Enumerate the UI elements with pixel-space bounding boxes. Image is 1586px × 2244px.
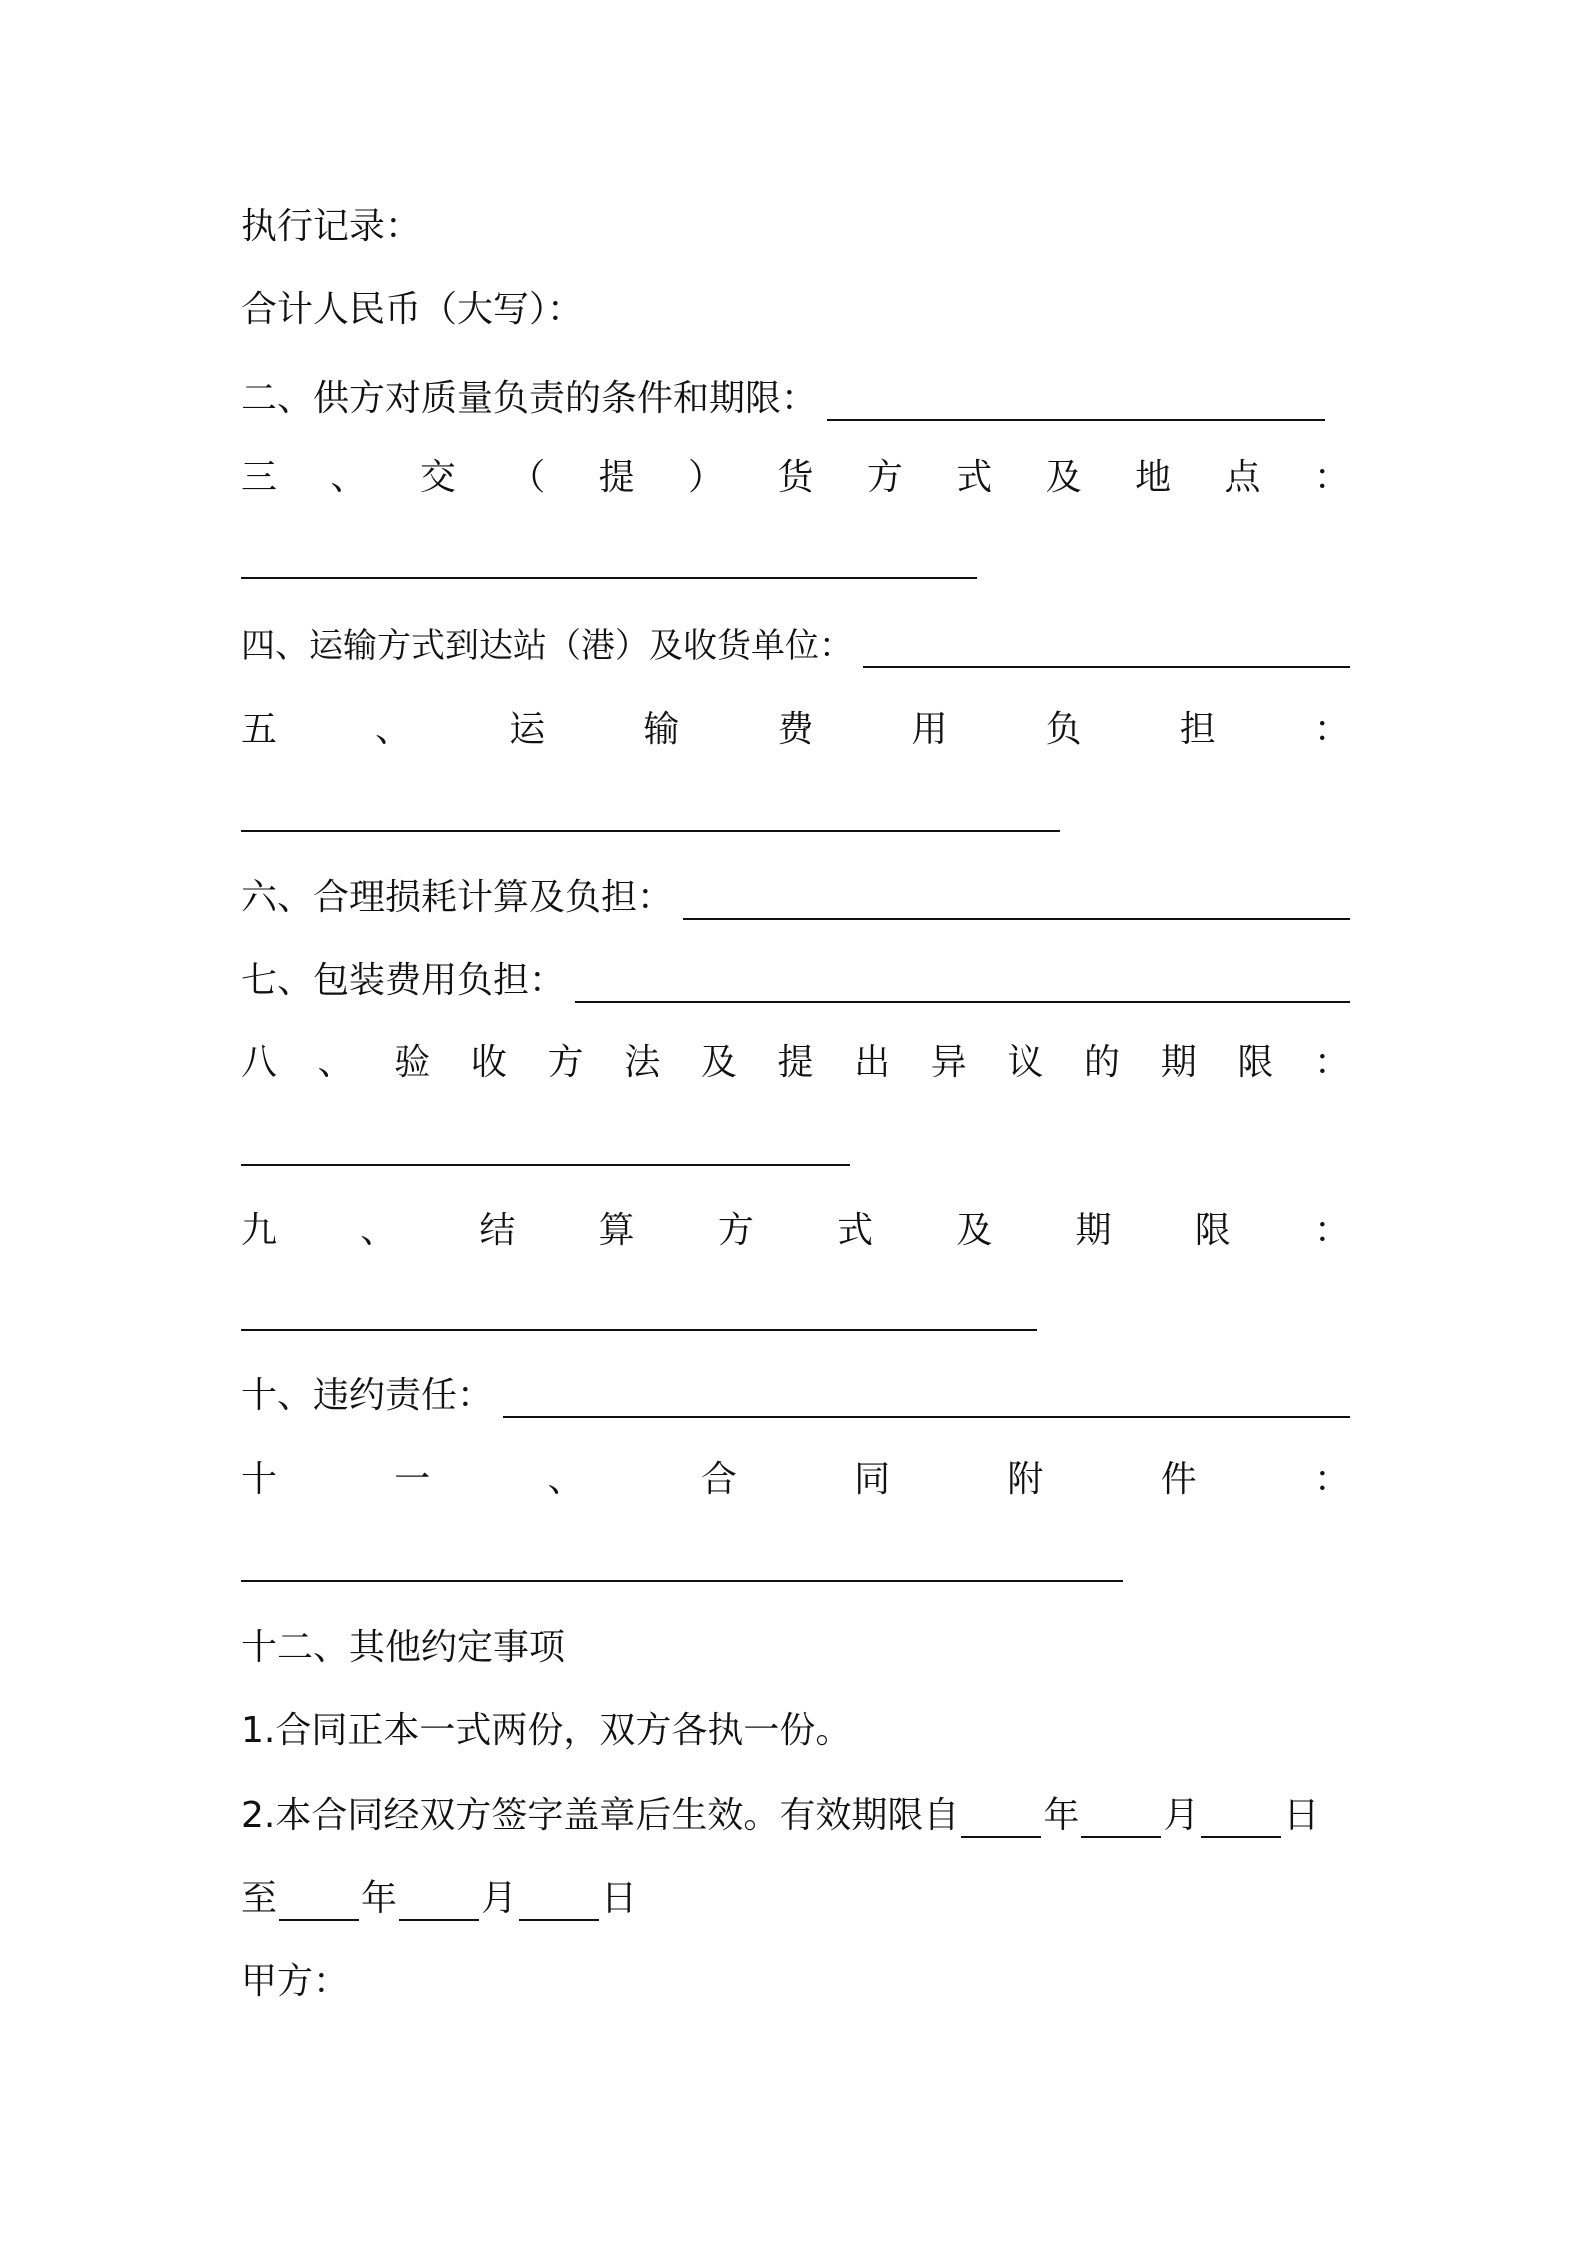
clause-11-label <box>241 1458 1350 1502</box>
justified-char: 一 <box>394 1459 431 1500</box>
clause-3-blank <box>241 577 977 579</box>
month-label: 月 <box>481 1878 518 1919</box>
clause-6-label: 六、合理损耗计算及负担： <box>241 877 674 918</box>
justified-char: 、 <box>317 1042 354 1083</box>
justified-char: 限 <box>1194 1210 1231 1251</box>
item-1-text: 1.合同正本一式两份，双方各执一份。 <box>241 1710 852 1751</box>
year-label: 年 <box>361 1878 398 1919</box>
justified-char: 期 <box>1160 1042 1197 1083</box>
justified-char: 三 <box>241 457 278 498</box>
justified-char: ） <box>688 457 725 498</box>
clause-8-label <box>241 1041 1350 1085</box>
justified-char: 及 <box>956 1210 993 1251</box>
justified-char: 异 <box>930 1042 967 1083</box>
clause-10-label: 十、违约责任： <box>241 1375 494 1416</box>
item-2-text: 2.本合同经双方签字盖章后生效。有效期限自 <box>241 1795 960 1836</box>
clause-8-blank <box>241 1164 850 1166</box>
justified-char: ： <box>1313 1210 1350 1251</box>
clause-10-row <box>241 1374 1350 1418</box>
justified-char: ： <box>1313 709 1350 750</box>
justified-char: 件 <box>1160 1459 1197 1500</box>
clause-4-blank <box>863 624 1350 668</box>
clause-6-blank <box>683 876 1350 920</box>
justified-char: 八 <box>241 1042 278 1083</box>
justified-char: 算 <box>598 1210 635 1251</box>
month-label: 月 <box>1163 1795 1200 1836</box>
justified-char: 点 <box>1224 457 1261 498</box>
clause-5-label <box>241 708 1350 752</box>
start-month-blank <box>1081 1794 1161 1838</box>
clause-5-blank <box>241 830 1060 832</box>
justified-char: 九 <box>241 1210 278 1251</box>
execution-record-label: 执行记录： <box>241 206 422 247</box>
total-rmb-label: 合计人民币（大写）： <box>241 289 584 330</box>
to-label: 至 <box>241 1878 278 1919</box>
clause-7-label: 七、包装费用负担： <box>241 960 566 1001</box>
justified-char: 验 <box>394 1042 431 1083</box>
end-year-blank <box>279 1877 359 1921</box>
justified-char: 同 <box>854 1459 891 1500</box>
justified-char: 费 <box>777 709 814 750</box>
justified-char: ： <box>1313 1042 1350 1083</box>
item-2-row <box>241 1794 1319 1838</box>
clause-2-label: 二、供方对质量负责的条件和期限： <box>241 378 818 419</box>
clause-9-label <box>241 1209 1350 1253</box>
execution-record-row <box>241 205 421 249</box>
justified-char: 的 <box>1084 1042 1121 1083</box>
justified-char: 交 <box>419 457 456 498</box>
justified-char: 议 <box>1007 1042 1044 1083</box>
justified-char: 提 <box>777 1042 814 1083</box>
justified-char: 五 <box>241 709 278 750</box>
clause-6-row <box>241 876 1350 920</box>
clause-9-blank <box>241 1329 1037 1331</box>
justified-char: 十 <box>241 1459 278 1500</box>
end-date-row <box>241 1877 637 1921</box>
clause-12-label: 十二、其他约定事项 <box>241 1627 566 1668</box>
justified-char: ： <box>1313 457 1350 498</box>
justified-char: 担 <box>1179 709 1216 750</box>
clause-3-label <box>241 456 1350 500</box>
justified-char: 式 <box>837 1210 874 1251</box>
justified-char: 合 <box>700 1459 737 1500</box>
end-month-blank <box>399 1877 479 1921</box>
justified-char: 限 <box>1237 1042 1274 1083</box>
start-year-blank <box>961 1794 1041 1838</box>
item-1-row <box>241 1709 851 1753</box>
end-day-blank <box>519 1877 599 1921</box>
justified-char: 地 <box>1135 457 1172 498</box>
justified-char: 、 <box>375 709 412 750</box>
clause-4-row <box>241 624 1350 668</box>
justified-char: 方 <box>717 1210 754 1251</box>
justified-char: ： <box>1313 1459 1350 1500</box>
justified-char: 式 <box>956 457 993 498</box>
justified-char: 收 <box>470 1042 507 1083</box>
total-rmb-row <box>241 288 583 332</box>
day-label: 日 <box>1283 1795 1320 1836</box>
justified-char: 负 <box>1045 709 1082 750</box>
day-label: 日 <box>601 1878 638 1919</box>
clause-2-row <box>241 377 1325 421</box>
party-a-row <box>241 1960 349 2004</box>
clause-10-blank <box>503 1374 1350 1418</box>
justified-char: 输 <box>643 709 680 750</box>
party-a-label: 甲方： <box>241 1961 350 2002</box>
clause-12-row <box>241 1626 565 1670</box>
justified-char: 、 <box>360 1210 397 1251</box>
clause-2-blank <box>827 377 1325 421</box>
justified-char: 出 <box>854 1042 891 1083</box>
justified-char: 结 <box>479 1210 516 1251</box>
justified-char: 方 <box>866 457 903 498</box>
year-label: 年 <box>1043 1795 1080 1836</box>
clause-7-row <box>241 959 1350 1003</box>
start-day-blank <box>1201 1794 1281 1838</box>
clause-7-blank <box>575 959 1350 1003</box>
justified-char: 、 <box>547 1459 584 1500</box>
justified-char: 货 <box>777 457 814 498</box>
justified-char: 法 <box>624 1042 661 1083</box>
justified-char: 附 <box>1007 1459 1044 1500</box>
justified-char: 方 <box>547 1042 584 1083</box>
justified-char: 、 <box>330 457 367 498</box>
clause-4-label: 四、运输方式到达站（港）及收货单位： <box>241 626 853 666</box>
clause-11-blank <box>241 1580 1123 1582</box>
justified-char: 及 <box>700 1042 737 1083</box>
justified-char: （ <box>509 457 546 498</box>
justified-char: 期 <box>1075 1210 1112 1251</box>
justified-char: 提 <box>598 457 635 498</box>
justified-char: 运 <box>509 709 546 750</box>
justified-char: 及 <box>1045 457 1082 498</box>
justified-char: 用 <box>911 709 948 750</box>
